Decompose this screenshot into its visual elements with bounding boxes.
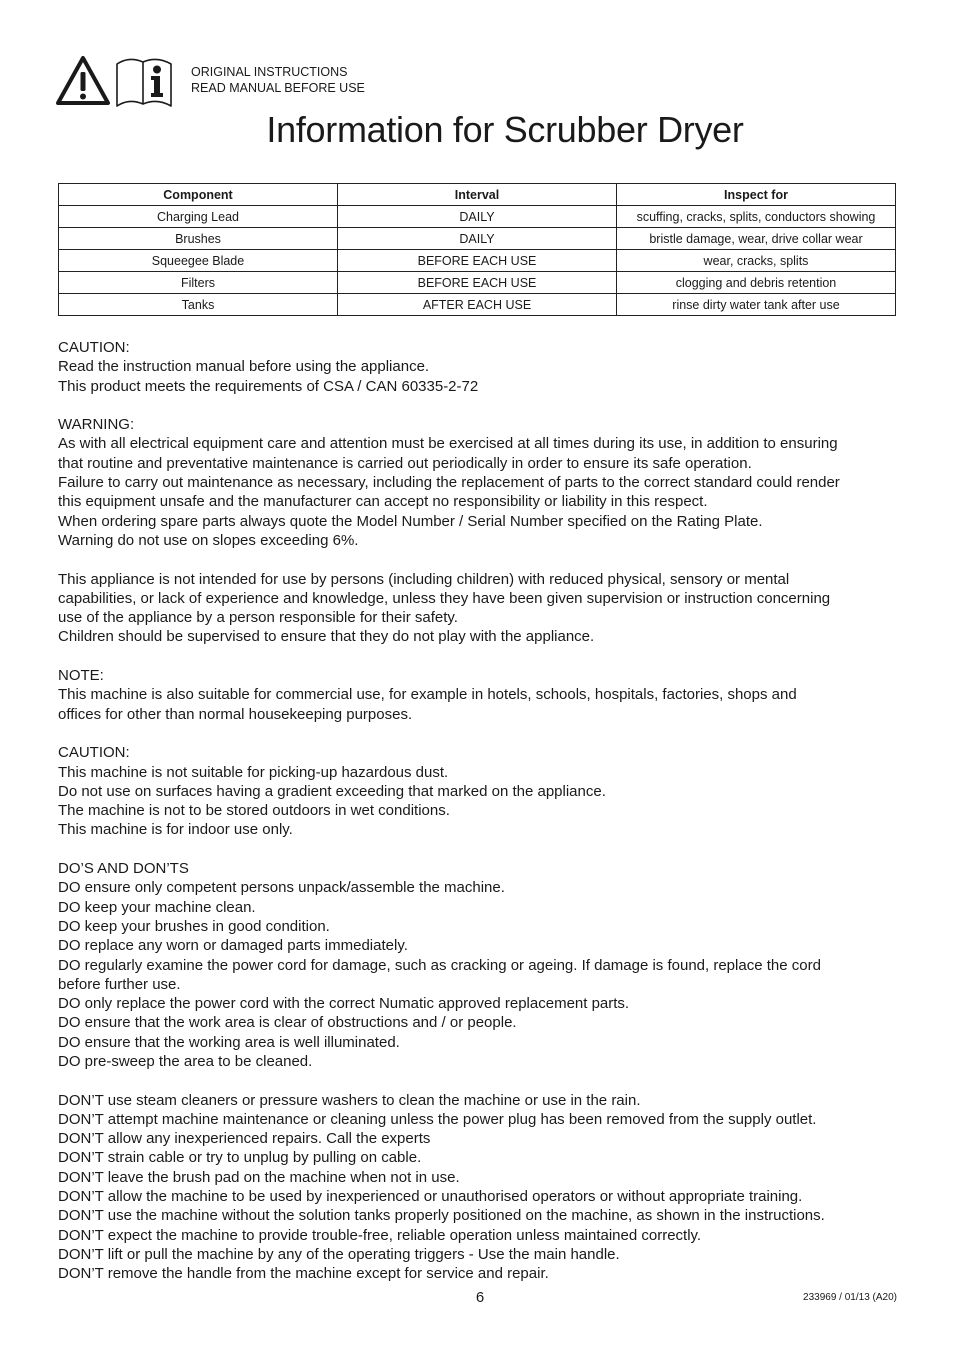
text-line: NOTE: [58,667,104,685]
cell-component: Squeegee Blade [59,250,338,272]
text-line: use of the appliance by a person responsible for their safety. [58,609,458,627]
cell-inspect-for: scuffing, cracks, splits, conductors showing [617,206,896,228]
cell-interval: BEFORE EACH USE [338,272,617,294]
text-line: DON’T use steam cleaners or pressure washers to clean the machine or use in the rain. [58,1091,641,1109]
table-row [59,294,896,316]
paragraph [58,743,908,839]
text-line: DON’T lift or pull the machine by any of the operating triggers - Use the main handle. [58,1245,620,1263]
header-text [191,64,365,96]
text-line: WARNING: [58,416,135,434]
header-interval: Interval [338,184,617,206]
paragraph [58,415,908,550]
text-line: DO keep your machine clean. [58,898,256,916]
paragraph [58,1091,908,1284]
text-line: DO ensure only competent persons unpack/assemble the machine. [58,879,505,897]
text-line: CAUTION: [58,339,130,356]
text-line: CAUTION: [58,744,130,762]
cell-component: Filters [59,272,338,294]
cell-inspect-for: clogging and debris retention [617,272,896,294]
text-line: DON’T attempt machine maintenance or cleaning unless the power plug has been removed from the supply outlet. [58,1110,817,1128]
text-line: The machine is not to be stored outdoors in wet conditions. [58,802,450,820]
text-line: DO keep your brushes in good condition. [58,917,330,935]
text-line: DO ensure that the working area is well illuminated. [58,1033,400,1051]
text-line: DON’T allow the machine to be used by inexperienced or unauthorised operators or without appropriate training. [58,1188,803,1206]
text-line: DON’T use the machine without the solution tanks properly positioned on the machine, as shown in the instructions. [58,1207,825,1225]
text-line: DO replace any worn or damaged parts immediately. [58,937,408,955]
table-row [59,206,896,228]
text-line: This machine is not suitable for picking-up hazardous dust. [58,763,449,781]
text-line: As with all electrical equipment care and attention must be exercised at all times during its use, in addition to ensuring [58,435,838,453]
header-line-read-manual: READ MANUAL BEFORE USE [191,81,365,95]
text-line: Children should be supervised to ensure that they do not play with the appliance. [58,628,595,646]
text-line: DON’T allow any inexperienced repairs. Call the experts [58,1130,431,1148]
header-component: Component [59,184,338,206]
table-row [59,272,896,294]
table-header-row [59,184,896,206]
text-line: DON’T expect the machine to provide trouble-free, reliable operation unless maintained correctly. [58,1226,702,1244]
text-line: DO’S AND DON’TS [58,860,189,878]
header-inspect-for: Inspect for [617,184,896,206]
text-line: This machine is also suitable for commercial use, for example in hotels, schools, hospitals, factories, shops and [58,686,797,704]
cell-inspect-for: bristle damage, wear, drive collar wear [617,228,896,250]
paragraph [58,859,908,1071]
page-title: Information for Scrubber Dryer [266,109,744,150]
paragraph [58,570,908,647]
text-line: When ordering spare parts always quote the Model Number / Serial Number specified on the Rating Plate. [58,512,763,530]
cell-inspect-for: wear, cracks, splits [617,250,896,272]
text-line: Failure to carry out maintenance as necessary, including the replacement of parts to the correct standard could render [58,474,840,492]
maintenance-table [58,183,896,316]
paragraph [58,666,908,724]
header-line-original-instructions: ORIGINAL INSTRUCTIONS [191,65,348,79]
read-manual-info-icon [117,59,171,106]
text-line: DON’T remove the handle from the machine except for service and repair. [58,1265,549,1283]
header-icons [56,55,176,109]
text-line: This machine is for indoor use only. [58,821,293,839]
text-line: that routine and preventative maintenance is carried out periodically in order to ensure its safe operation. [58,454,752,472]
text-line: Read the instruction manual before using the appliance. [58,358,430,376]
document-reference: 233969 / 01/13 (A20) [803,1292,897,1303]
text-line: DON’T strain cable or try to unplug by pulling on cable. [58,1149,422,1167]
cell-interval: DAILY [338,206,617,228]
cell-component: Brushes [59,228,338,250]
text-line: offices for other than normal housekeeping purposes. [58,705,413,723]
text-line: DO only replace the power cord with the correct Numatic approved replacement parts. [58,995,630,1013]
text-line: This product meets the requirements of CSA / CAN 60335-2-72 [58,377,479,395]
cell-component: Charging Lead [59,206,338,228]
text-line: Warning do not use on slopes exceeding 6%. [58,531,359,549]
text-line: Do not use on surfaces having a gradient exceeding that marked on the appliance. [58,782,606,800]
text-line: DON’T leave the brush pad on the machine when not in use. [58,1168,460,1186]
paragraph [58,338,908,396]
cell-component: Tanks [59,294,338,316]
cell-interval: DAILY [338,228,617,250]
text-line: DO regularly examine the power cord for damage, such as cracking or ageing. If damage is found, replace the cord [58,956,821,974]
page-number: 6 [475,1289,485,1306]
text-line: this equipment unsafe and the manufacturer can accept no responsibility or liability in this respect. [58,493,708,511]
text-line: DO pre-sweep the area to be cleaned. [58,1052,313,1070]
cell-interval: AFTER EACH USE [338,294,617,316]
text-line: before further use. [58,975,181,993]
text-line: This appliance is not intended for use by persons (including children) with reduced physical, sensory or mental [58,570,790,588]
table-row [59,228,896,250]
cell-inspect-for: rinse dirty water tank after use [617,294,896,316]
warning-triangle-icon [56,55,176,109]
cell-interval: BEFORE EACH USE [338,250,617,272]
table-row [59,250,896,272]
body-text [58,338,908,1303]
text-line: DO ensure that the work area is clear of obstructions and / or people. [58,1014,517,1032]
text-line: capabilities, or lack of experience and knowledge, unless they have been given supervision or instruction concerning [58,589,831,607]
